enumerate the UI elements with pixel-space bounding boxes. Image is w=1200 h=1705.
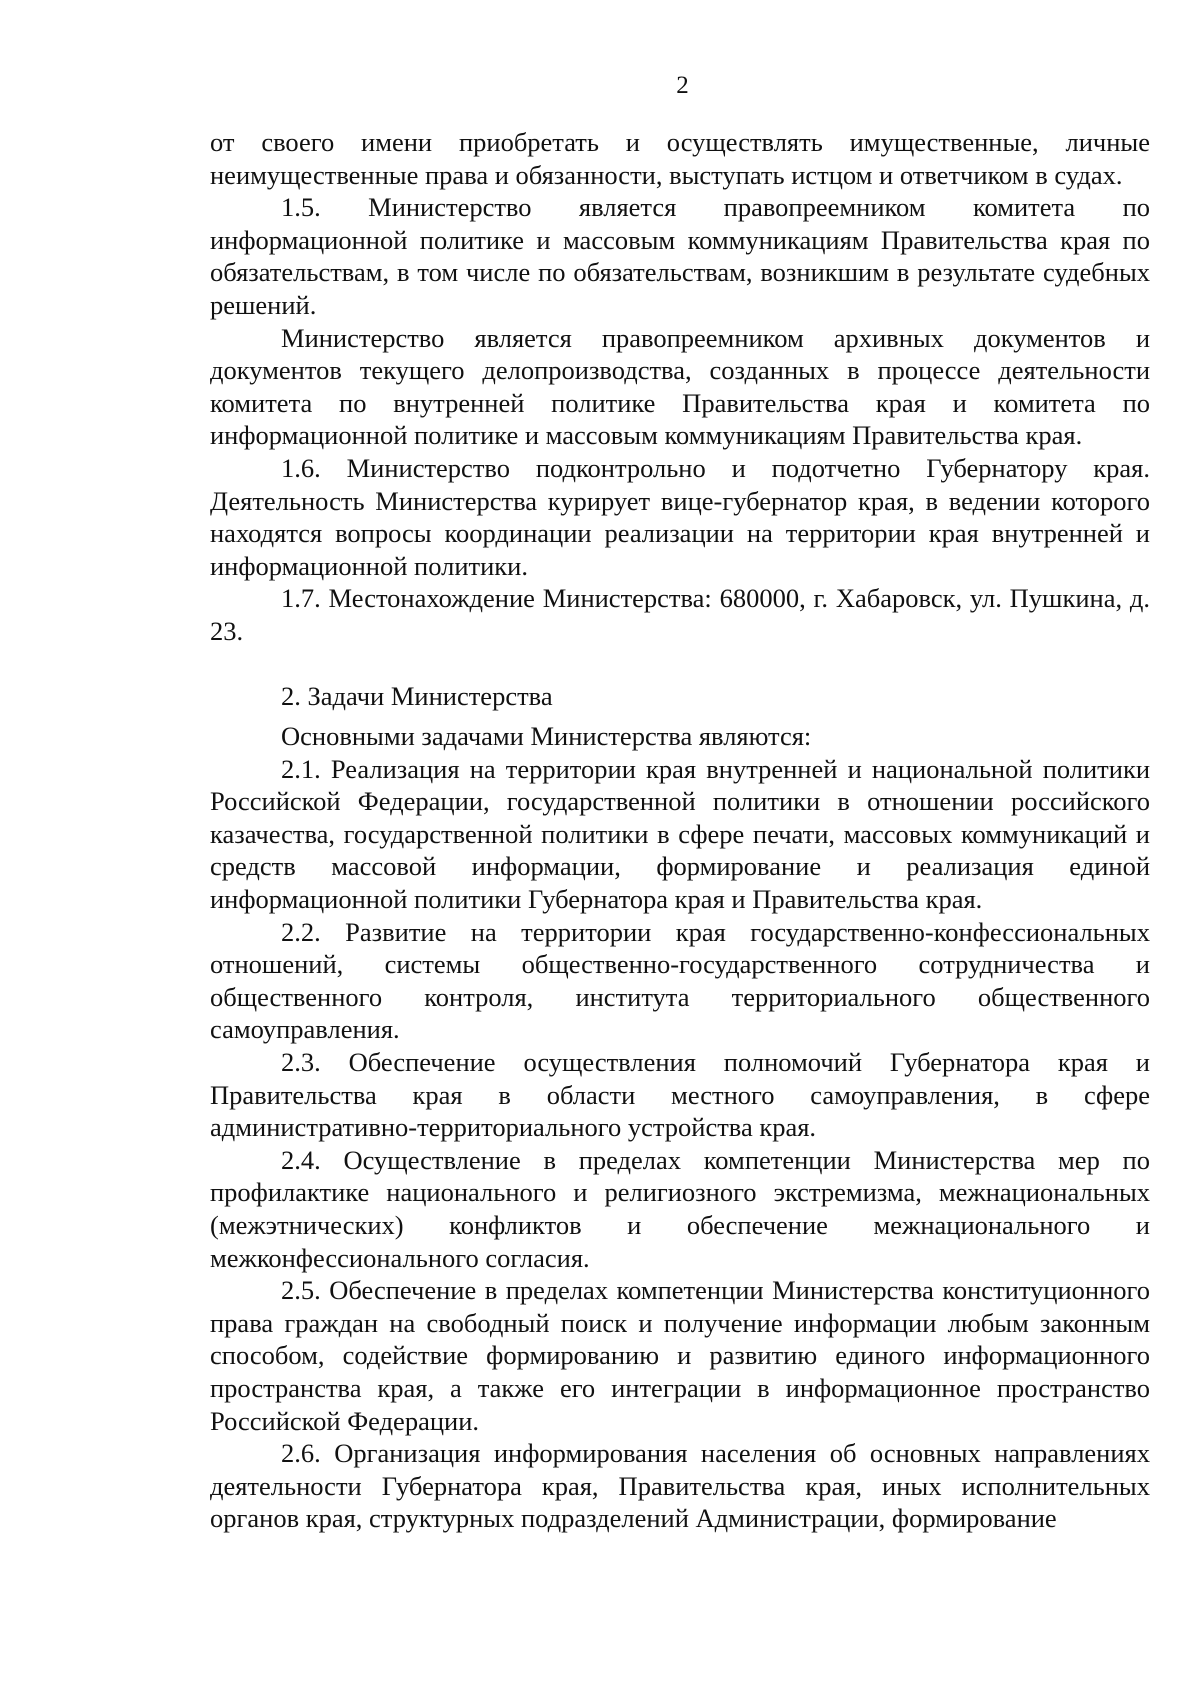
paragraph-continuation: от своего имени приобретать и осуществлять имущественные, личные неимущественные права и обязанности, выступать истцом и ответчиком в судах. [210,127,1150,190]
paragraph-2-5: 2.5. Обеспечение в пределах компетенции Министерства конституционного права граждан на свободный поиск и получение информации любым законным способом, содействие формированию и развитию единого информационного пространства края, а также его интеграции в информационное пространство Российской Федерации. [210,1275,1150,1436]
paragraph-1-7: 1.7. Местонахождение Министерства: 680000, г. Хабаровск, ул. Пушкина, д. 23. [210,583,1150,646]
paragraph-1-5-archive: Министерство является правопреемником архивных документов и документов текущего делопроизводства, созданных в процессе деятельности комитета по внутренней политике Правительства края и комитета по информационной политике и массовым коммуникациям Правительства края. [210,322,1150,451]
paragraph-2-3: 2.3. Обеспечение осуществления полномочий Губернатора края и Правительства края в области местного самоуправления, в сфере административно-территориального устройства края. [210,1047,1150,1143]
paragraph-1-5: 1.5. Министерство является правопреемником комитета по информационной политике и массовым коммуникациям Правительства края по обязательствам, в том числе по обязательствам, возникшим в результате судебных решений. [210,192,1150,320]
page-number: 2 [676,72,689,99]
document-body [210,126,1150,1535]
section-2-heading: 2. Задачи Министерства [281,680,553,711]
section-2-intro: Основными задачами Министерства являются: [281,721,812,752]
paragraph-2-2: 2.2. Развитие на территории края государственно-конфессиональных отношений, системы общественно-государственного сотрудничества и общественного контроля, института территориального общественного самоуправления. [210,916,1150,1045]
paragraph-1-6: 1.6. Министерство подконтрольно и подотчетно Губернатору края. Деятельность Министерства курирует вице-губернатор края, в ведении которого находятся вопросы координации реализации на территории края внутренней и информационной политики. [210,452,1150,581]
paragraph-2-1: 2.1. Реализация на территории края внутренней и национальной политики Российской Федерации, государственной политики в отношении российского казачества, государственной политики в сфере печати, массовых коммуникаций и средств массовой информации, формирование и реализация единой информационной политики Губернатора края и Правительства края. [210,753,1150,915]
paragraph-2-6: 2.6. Организация информирования населения об основных направлениях деятельности Губернатора края, Правительства края, иных исполнительных органов края, структурных подразделений Администрации, формирование [210,1438,1150,1534]
paragraph-2-4: 2.4. Осуществление в пределах компетенции Министерства мер по профилактике национального и религиозного экстремизма, межнациональных (межэтнических) конфликтов и обеспечение межнационального и межконфессионального согласия. [210,1144,1150,1273]
